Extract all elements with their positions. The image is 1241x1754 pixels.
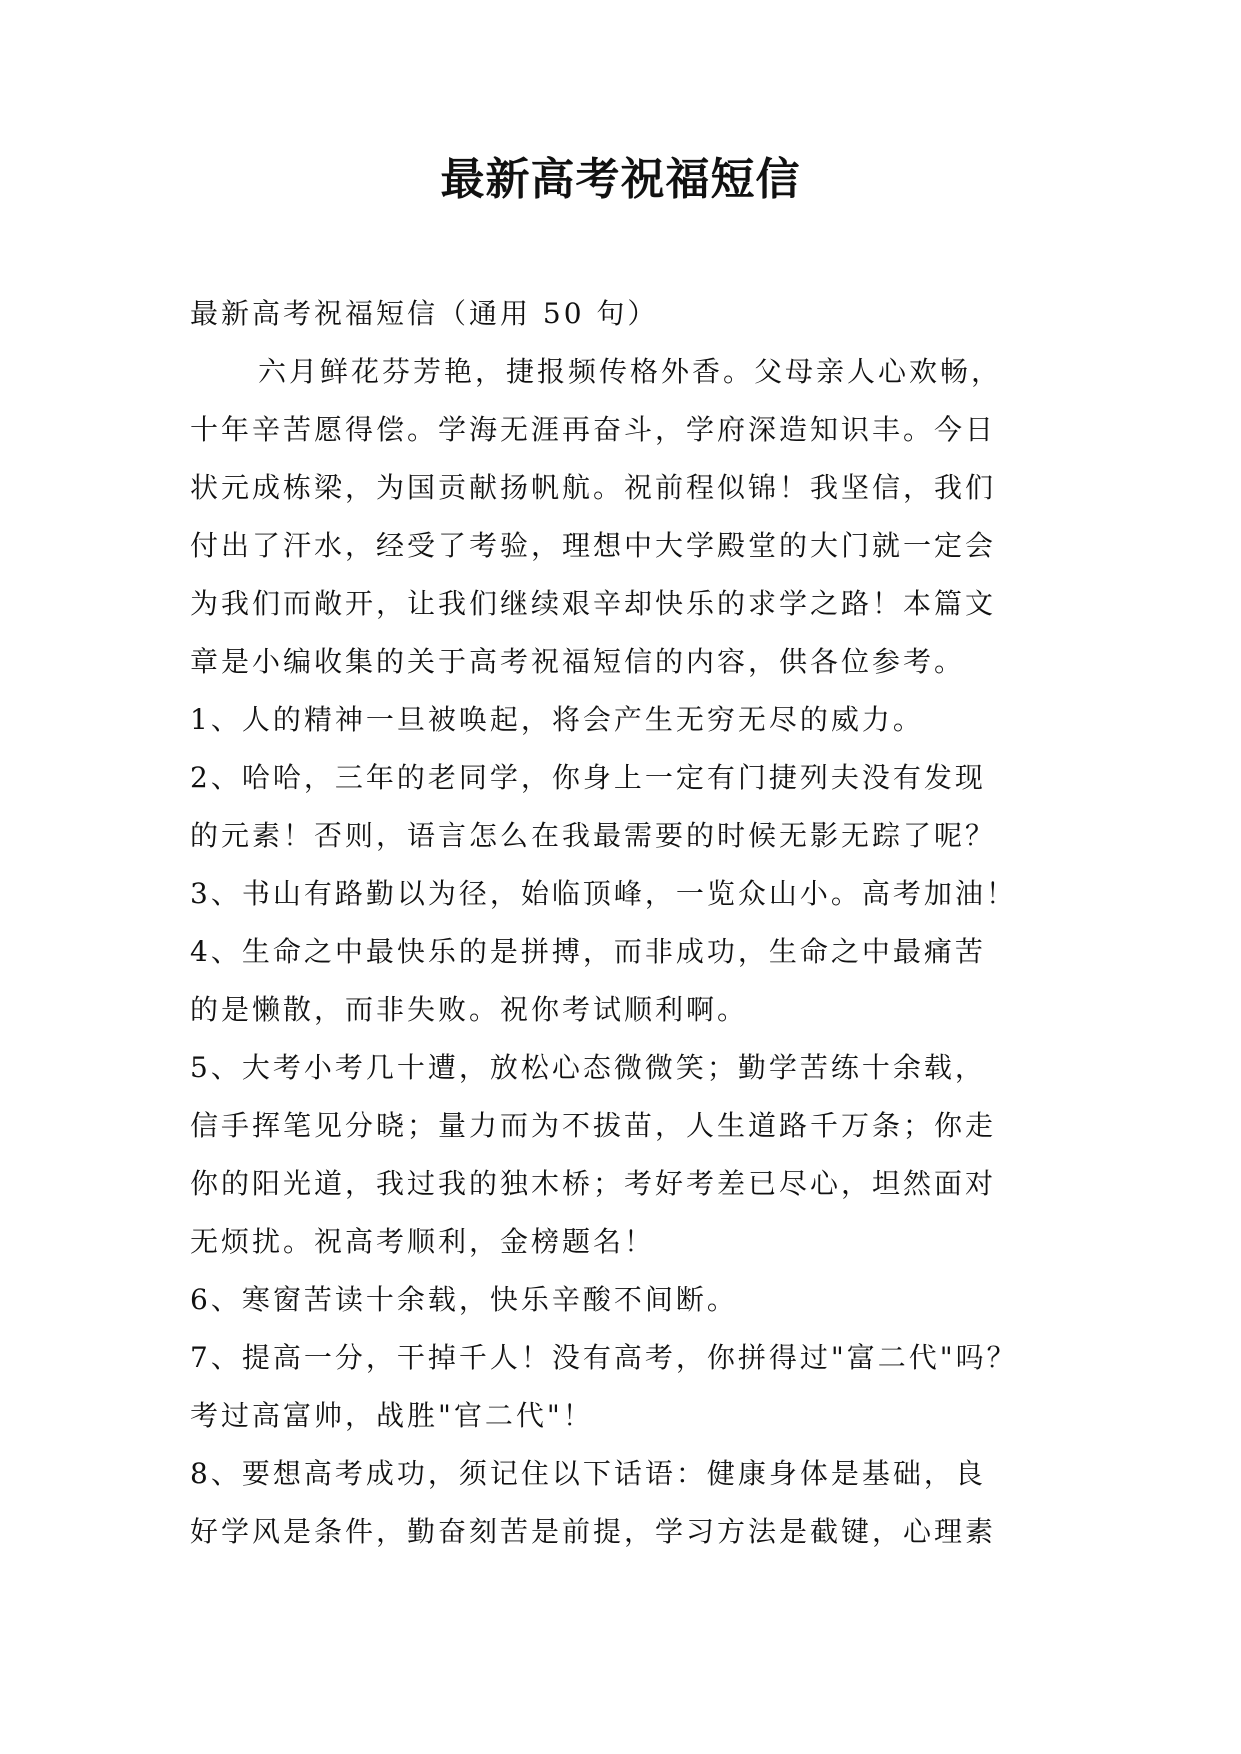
- intro-paragraph-line: 状元成栋梁，为国贡献扬帆航。祝前程似锦！我坚信，我们: [190, 471, 997, 504]
- intro-paragraph-line: 付出了汗水，经受了考验，理想中大学殿堂的大门就一定会: [190, 529, 997, 562]
- document-body: [190, 285, 1080, 1561]
- list-item-line: 好学风是条件，勤奋刻苦是前提，学习方法是截键，心理素: [190, 1515, 997, 1548]
- intro-paragraph-line: 章是小编收集的关于高考祝福短信的内容，供各位参考。: [190, 645, 966, 678]
- list-item-line: 1、人的精神一旦被唤起，将会产生无穷无尽的威力。: [190, 703, 924, 736]
- list-item-line: 3、书山有路勤以为径，始临顶峰，一览众山小。高考加油！: [190, 877, 1017, 910]
- intro-paragraph-line: 六月鲜花芬芳艳，捷报频传格外香。父母亲人心欢畅，: [258, 355, 1003, 388]
- list-item-line: 7、提高一分，干掉千人！没有高考，你拼得过"富二代"吗？: [190, 1341, 1018, 1374]
- list-item-line: 8、要想高考成功，须记住以下话语：健康身体是基础，良: [190, 1457, 986, 1490]
- list-item-line: 的元素！否则，语言怎么在我最需要的时候无影无踪了呢？: [190, 819, 997, 852]
- intro-paragraph-line: 十年辛苦愿得偿。学海无涯再奋斗，学府深造知识丰。今日: [190, 413, 997, 446]
- list-item-line: 信手挥笔见分晓；量力而为不拔苗，人生道路千万条；你走: [190, 1109, 997, 1142]
- list-item-line: 考过高富帅，战胜"官二代"！: [190, 1399, 594, 1432]
- list-item-line: 6、寒窗苦读十余载，快乐辛酸不间断。: [190, 1283, 738, 1316]
- list-item-line: 无烦扰。祝高考顺利，金榜题名！: [190, 1225, 656, 1258]
- list-item-line: 4、生命之中最快乐的是拼搏，而非成功，生命之中最痛苦: [190, 935, 986, 968]
- list-item-line: 5、大考小考几十遭，放松心态微微笑；勤学苦练十余载，: [190, 1051, 986, 1084]
- list-item-line: 你的阳光道，我过我的独木桥；考好考差已尽心，坦然面对: [190, 1167, 997, 1200]
- list-item-line: 的是懒散，而非失败。祝你考试顺利啊。: [190, 993, 749, 1026]
- intro-paragraph-line: 为我们而敞开，让我们继续艰辛却快乐的求学之路！本篇文: [190, 587, 997, 620]
- subtitle-line: 最新高考祝福短信（通用 50 句）: [190, 297, 659, 330]
- list-item-line: 2、哈哈，三年的老同学，你身上一定有门捷列夫没有发现: [190, 761, 986, 794]
- document-title: 最新高考祝福短信: [440, 154, 801, 205]
